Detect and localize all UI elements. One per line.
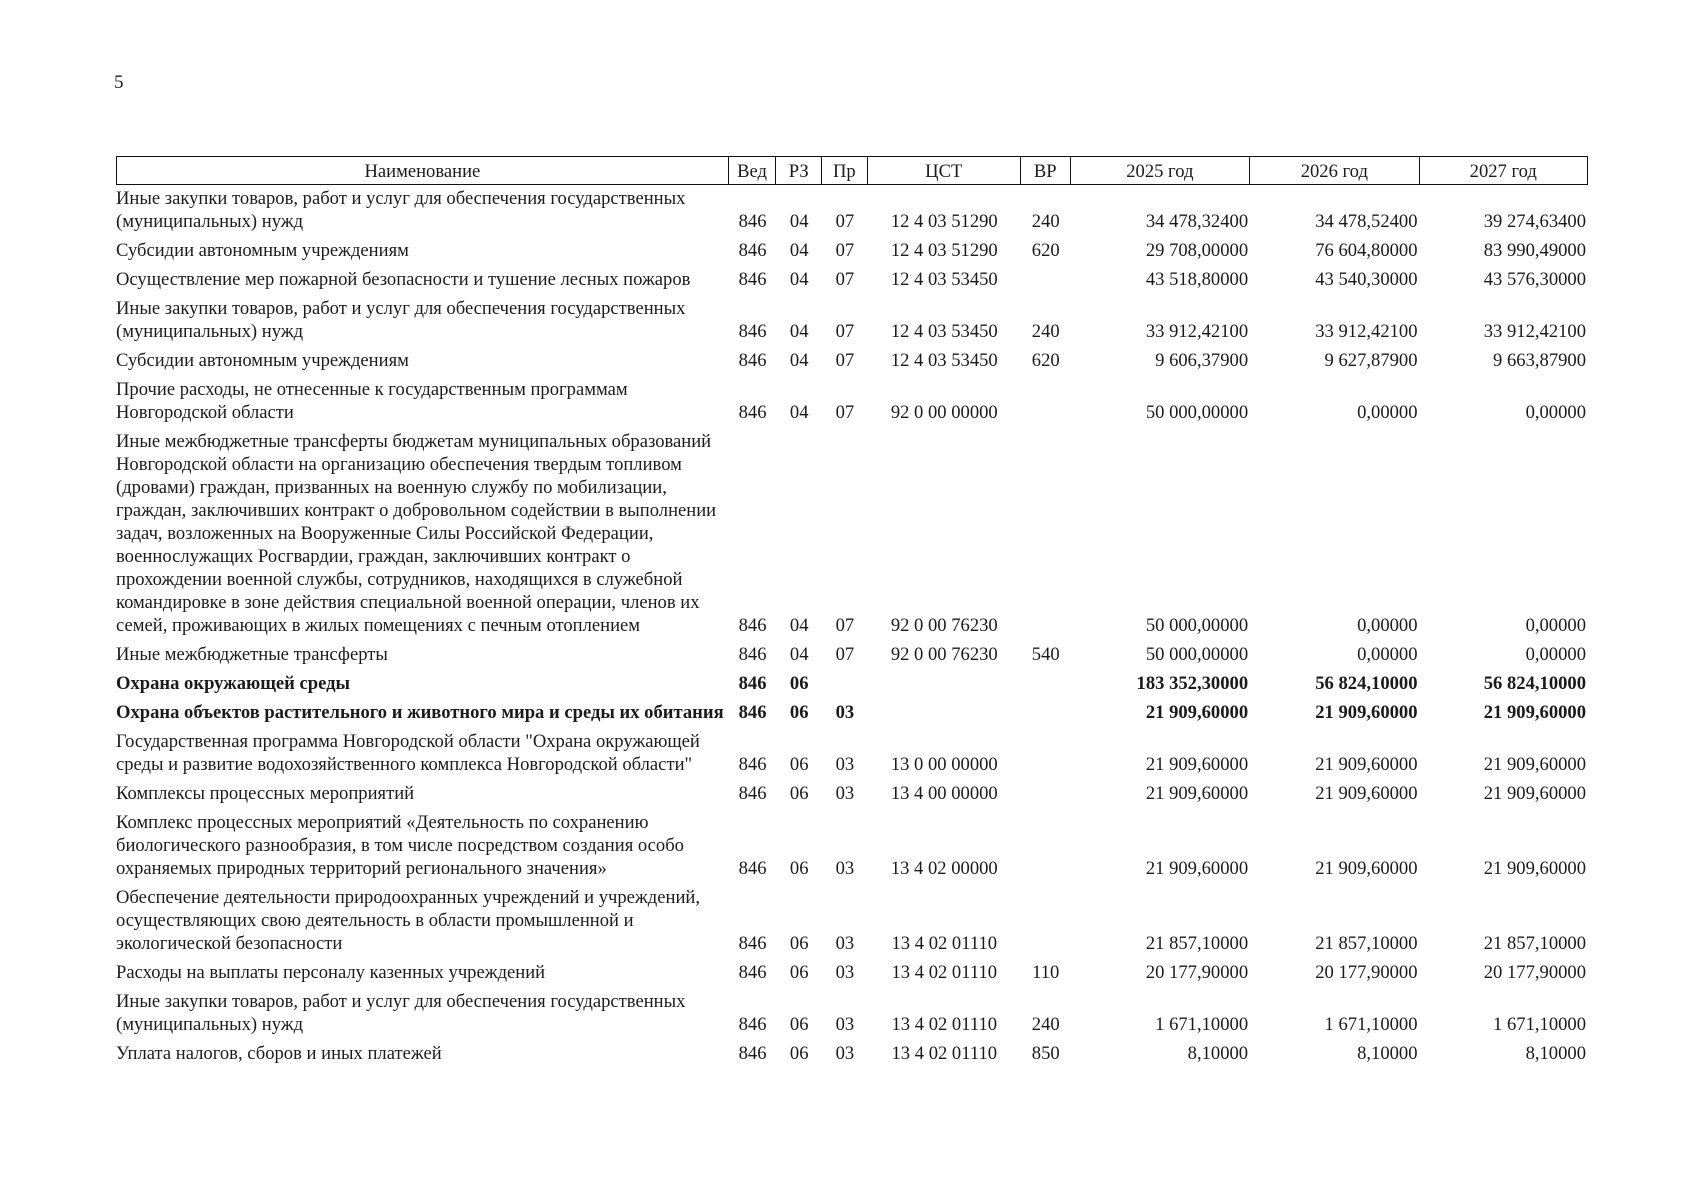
- cell-2026: 0,00000: [1357, 615, 1418, 636]
- table-row: [116, 185, 1588, 237]
- table-row: [116, 699, 1588, 728]
- cell-2026: 20 177,90000: [1315, 962, 1418, 983]
- cell-rz: 06: [789, 1014, 809, 1035]
- cell-vr: 240: [1031, 211, 1060, 232]
- cell-2027: 33 912,42100: [1483, 321, 1586, 342]
- cell-vr: [1021, 670, 1071, 699]
- cell-2026: 21 857,10000: [1315, 933, 1418, 954]
- cell-2026: 21 909,60000: [1315, 702, 1418, 723]
- cell-vr: 240: [1031, 1014, 1060, 1035]
- header-name: Наименование: [116, 156, 729, 185]
- cell-2026: 1 671,10000: [1324, 1014, 1418, 1035]
- cell-pr: 03: [835, 858, 855, 879]
- cell-2026: 8,10000: [1357, 1043, 1418, 1064]
- cell-pr: 07: [835, 350, 855, 371]
- cell-pr: 07: [835, 615, 855, 636]
- cell-2025: 21 909,60000: [1145, 702, 1249, 723]
- cell-2026: 21 909,60000: [1315, 783, 1418, 804]
- cell-2027: 21 909,60000: [1483, 754, 1586, 775]
- cell-rz: 04: [789, 644, 809, 665]
- cell-2027: 1 671,10000: [1493, 1014, 1586, 1035]
- cell-cst: 13 4 02 01110: [891, 933, 998, 954]
- cell-pr: 07: [835, 321, 855, 342]
- cell-2025: 50 000,00000: [1145, 402, 1249, 423]
- cell-pr: 03: [835, 783, 855, 804]
- header-ved: Вед: [729, 156, 777, 185]
- cell-cst: 13 4 02 01110: [891, 962, 998, 983]
- cell-2025: 9 606,37900: [1155, 350, 1249, 371]
- cell-2025: 43 518,80000: [1145, 269, 1249, 290]
- header-rz: РЗ: [776, 156, 822, 185]
- cell-cst: 92 0 00 76230: [890, 615, 998, 636]
- cell-2027: 83 990,49000: [1483, 240, 1586, 261]
- cell-ved: 846: [738, 1043, 767, 1064]
- cell-ved: 846: [738, 644, 767, 665]
- cell-2025: 21 857,10000: [1145, 933, 1249, 954]
- cell-ved: 846: [738, 350, 767, 371]
- cell-2027: 20 177,90000: [1483, 962, 1586, 983]
- cell-vr: [1021, 428, 1071, 641]
- cell-name: Обеспечение деятельности природоохранных учреждений и учреждений, осуществляющих свою деятельность в области промышленной и экологической безопасности: [116, 887, 700, 954]
- table-row: [116, 641, 1588, 670]
- cell-ved: 846: [738, 321, 767, 342]
- cell-vr: [1021, 266, 1071, 295]
- cell-cst: [868, 699, 1021, 728]
- cell-ved: 846: [738, 211, 767, 232]
- cell-vr: 240: [1031, 321, 1060, 342]
- cell-name: Охрана объектов растительного и животного мира и среды их обитания: [116, 702, 724, 723]
- cell-2025: 34 478,32400: [1145, 211, 1249, 232]
- cell-name: Иные закупки товаров, работ и услуг для обеспечения государственных (муниципальных) нужд: [116, 298, 686, 342]
- cell-pr: 07: [835, 644, 855, 665]
- cell-vr: 110: [1032, 962, 1060, 983]
- header-cst: ЦСТ: [868, 156, 1021, 185]
- cell-vr: [1021, 809, 1071, 884]
- cell-vr: [1021, 699, 1071, 728]
- cell-rz: 04: [789, 211, 809, 232]
- cell-2027: 39 274,63400: [1483, 211, 1586, 232]
- cell-vr: [1021, 376, 1071, 428]
- table-row: [116, 347, 1588, 376]
- cell-pr: 03: [835, 1014, 855, 1035]
- cell-2026: 0,00000: [1357, 644, 1418, 665]
- cell-2027: 0,00000: [1525, 402, 1586, 423]
- cell-rz: 06: [789, 702, 809, 723]
- cell-ved: 846: [738, 754, 767, 775]
- cell-ved: 846: [738, 962, 767, 983]
- cell-name: Субсидии автономным учреждениям: [116, 240, 409, 261]
- cell-ved: 846: [738, 615, 767, 636]
- header-2027: 2027 год: [1420, 156, 1588, 185]
- cell-cst: 12 4 03 53450: [890, 321, 998, 342]
- table-row: [116, 1040, 1588, 1069]
- table-row: [116, 780, 1588, 809]
- cell-2025: 21 909,60000: [1145, 754, 1249, 775]
- cell-rz: 04: [789, 269, 809, 290]
- cell-name: Иные межбюджетные трансферты бюджетам муниципальных образований Новгородской области на организацию обеспечения твердым топливом (дровами) граждан, призванных на военную службу по мобилизации, граждан, заключивших контракт о добровольном содействии в выполнении задач, возложенных на Вооруженные Силы Российской Федерации, военнослужащих Росгвардии, граждан, заключивших контракт о прохождении военной службы, сотрудников, находящихся в служебной командировке в зоне действия специальной военной операции, членов их семей, проживающих в жилых помещениях с печным отоплением: [116, 431, 717, 636]
- cell-2026: 21 909,60000: [1315, 754, 1418, 775]
- cell-ved: 846: [738, 783, 767, 804]
- cell-rz: 04: [789, 615, 809, 636]
- cell-name: Осуществление мер пожарной безопасности и тушение лесных пожаров: [116, 269, 691, 290]
- cell-2027: 56 824,10000: [1483, 673, 1586, 694]
- cell-ved: 846: [738, 269, 767, 290]
- cell-2027: 0,00000: [1525, 644, 1586, 665]
- cell-rz: 04: [789, 350, 809, 371]
- cell-rz: 06: [789, 1043, 809, 1064]
- cell-cst: 13 4 00 00000: [890, 783, 998, 804]
- cell-2026: 9 627,87900: [1324, 350, 1418, 371]
- cell-2027: 9 663,87900: [1493, 350, 1586, 371]
- header-vr: ВР: [1021, 156, 1071, 185]
- cell-2027: 21 857,10000: [1483, 933, 1586, 954]
- cell-2026: 76 604,80000: [1315, 240, 1418, 261]
- cell-name: Субсидии автономным учреждениям: [116, 350, 409, 371]
- cell-pr: 07: [835, 402, 855, 423]
- cell-pr: 03: [835, 702, 855, 723]
- cell-rz: 04: [789, 402, 809, 423]
- cell-cst: 13 4 02 00000: [890, 858, 998, 879]
- cell-pr: 07: [835, 211, 855, 232]
- page-number: 5: [114, 72, 124, 93]
- cell-ved: 846: [738, 1014, 767, 1035]
- cell-2027: 0,00000: [1525, 615, 1586, 636]
- cell-2027: 8,10000: [1525, 1043, 1586, 1064]
- cell-2025: 33 912,42100: [1145, 321, 1249, 342]
- cell-vr: 540: [1031, 644, 1060, 665]
- cell-cst: 12 4 03 53450: [890, 269, 998, 290]
- cell-2025: 29 708,00000: [1145, 240, 1249, 261]
- cell-2027: 21 909,60000: [1483, 858, 1586, 879]
- table-row: [116, 884, 1588, 959]
- table-row: [116, 728, 1588, 780]
- cell-rz: 06: [789, 783, 809, 804]
- cell-name: Иные закупки товаров, работ и услуг для обеспечения государственных (муниципальных) нужд: [116, 991, 686, 1035]
- cell-2025: 8,10000: [1187, 1043, 1249, 1064]
- cell-cst: 12 4 03 53450: [890, 350, 998, 371]
- cell-ved: 846: [738, 702, 767, 723]
- table-row: [116, 959, 1588, 988]
- cell-name: Охрана окружающей среды: [116, 673, 351, 694]
- table-row: [116, 809, 1588, 884]
- table-row: [116, 266, 1588, 295]
- cell-name: Прочие расходы, не отнесенные к государственным программам Новгородской области: [116, 379, 628, 423]
- cell-pr: [822, 670, 868, 699]
- table-row: [116, 988, 1588, 1040]
- cell-pr: 03: [835, 754, 855, 775]
- header-pr: Пр: [822, 156, 868, 185]
- cell-2025: 21 909,60000: [1145, 858, 1249, 879]
- cell-2025: 183 352,30000: [1136, 673, 1249, 694]
- cell-name: Уплата налогов, сборов и иных платежей: [116, 1043, 442, 1064]
- cell-ved: 846: [738, 933, 767, 954]
- cell-2026: 56 824,10000: [1315, 673, 1418, 694]
- cell-rz: 06: [789, 962, 809, 983]
- cell-ved: 846: [738, 402, 767, 423]
- cell-2026: 34 478,52400: [1315, 211, 1418, 232]
- cell-vr: 620: [1031, 350, 1060, 371]
- budget-table: [116, 156, 1588, 1069]
- cell-2026: 0,00000: [1357, 402, 1418, 423]
- table-row: [116, 376, 1588, 428]
- header-2025: 2025 год: [1071, 156, 1251, 185]
- cell-cst: 92 0 00 00000: [890, 402, 998, 423]
- cell-vr: [1021, 884, 1071, 959]
- cell-2026: 21 909,60000: [1315, 858, 1418, 879]
- cell-pr: 07: [835, 240, 855, 261]
- table-body: [116, 185, 1588, 1069]
- cell-vr: 850: [1031, 1043, 1060, 1064]
- cell-name: Иные закупки товаров, работ и услуг для обеспечения государственных (муниципальных) нужд: [116, 188, 686, 232]
- cell-rz: 06: [789, 933, 809, 954]
- cell-rz: 06: [789, 858, 809, 879]
- cell-name: Иные межбюджетные трансферты: [116, 644, 388, 665]
- header-2026: 2026 год: [1250, 156, 1419, 185]
- cell-cst: [868, 670, 1021, 699]
- cell-rz: 06: [789, 673, 809, 694]
- cell-2025: 50 000,00000: [1145, 615, 1249, 636]
- cell-2027: 21 909,60000: [1483, 783, 1586, 804]
- cell-cst: 13 4 02 01110: [891, 1014, 998, 1035]
- cell-vr: 620: [1031, 240, 1060, 261]
- cell-pr: 03: [835, 1043, 855, 1064]
- cell-rz: 06: [789, 754, 809, 775]
- cell-2025: 1 671,10000: [1155, 1014, 1249, 1035]
- cell-cst: 13 4 02 01110: [891, 1043, 998, 1064]
- table-row: [116, 237, 1588, 266]
- cell-pr: 03: [835, 933, 855, 954]
- cell-name: Расходы на выплаты персоналу казенных учреждений: [116, 962, 546, 983]
- cell-2027: 21 909,60000: [1483, 702, 1586, 723]
- cell-name: Комплексы процессных мероприятий: [116, 783, 415, 804]
- cell-cst: 12 4 03 51290: [890, 240, 998, 261]
- cell-ved: 846: [738, 240, 767, 261]
- cell-2025: 20 177,90000: [1145, 962, 1249, 983]
- cell-2025: 50 000,00000: [1145, 644, 1249, 665]
- cell-name: Государственная программа Новгородской области "Охрана окружающей среды и развитие водохозяйственного комплекса Новгородской области": [116, 731, 700, 775]
- cell-pr: 03: [835, 962, 855, 983]
- cell-cst: 92 0 00 76230: [890, 644, 998, 665]
- cell-name: Комплекс процессных мероприятий «Деятельность по сохранению биологического разнообразия, в том числе посредством создания особо охраняемых природных территорий регионального значения»: [116, 812, 684, 879]
- cell-2025: 21 909,60000: [1145, 783, 1249, 804]
- cell-vr: [1021, 728, 1071, 780]
- cell-rz: 04: [789, 240, 809, 261]
- cell-cst: 13 0 00 00000: [890, 754, 998, 775]
- table-header-row: [116, 156, 1588, 185]
- cell-cst: 12 4 03 51290: [890, 211, 998, 232]
- cell-ved: 846: [738, 858, 767, 879]
- cell-pr: 07: [835, 269, 855, 290]
- cell-2026: 43 540,30000: [1315, 269, 1418, 290]
- cell-rz: 04: [789, 321, 809, 342]
- table-row: [116, 295, 1588, 347]
- table-row: [116, 670, 1588, 699]
- cell-ved: 846: [738, 673, 767, 694]
- table-row: [116, 428, 1588, 641]
- cell-2027: 43 576,30000: [1483, 269, 1586, 290]
- cell-2026: 33 912,42100: [1315, 321, 1418, 342]
- cell-vr: [1021, 780, 1071, 809]
